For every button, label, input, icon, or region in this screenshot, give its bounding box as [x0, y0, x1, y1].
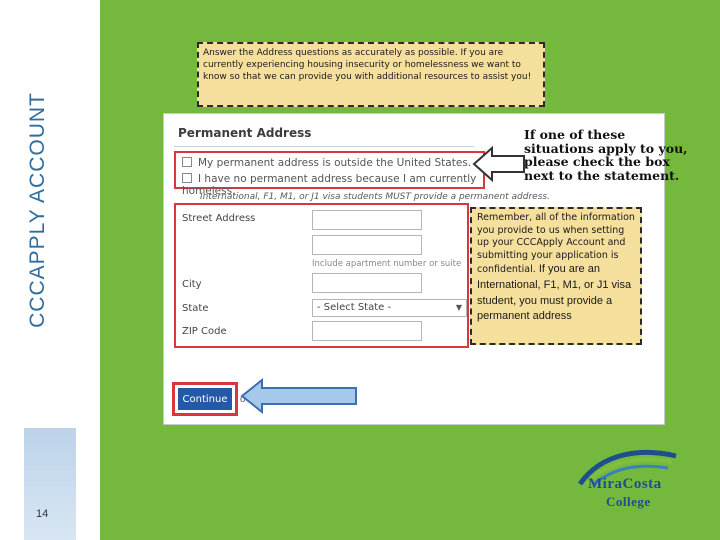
- street-address-hint: Include apartment number or suite: [312, 259, 462, 269]
- note-right-confidential: Remember, all of the information you provide to us when setting up your CCCApply Account and submitting your application is confidential.: [477, 212, 635, 276]
- note-top-text: Answer the Address questions as accurately as possible. If you are currently experiencing housing insecurity or homelessness we want to know so that we can provide you with additional resources to assist you!: [203, 48, 532, 82]
- side-title: [8, 0, 68, 420]
- city-input[interactable]: [312, 273, 422, 293]
- logo-name: MiraCosta: [588, 476, 662, 492]
- checkbox-homeless-label: I have no permanent address because I am currently homeless.: [182, 173, 477, 197]
- arrow-left-blue-icon: [240, 378, 360, 414]
- continue-highlight: [172, 382, 238, 416]
- street-address-input[interactable]: [312, 210, 422, 230]
- continue-button[interactable]: Continue: [178, 388, 232, 410]
- street-address-line2-input[interactable]: [312, 235, 422, 255]
- state-label: State: [182, 303, 209, 314]
- state-select[interactable]: [312, 299, 467, 317]
- side-title-text: CCCAPPLY ACCOUNT: [26, 92, 49, 328]
- college-logo: [572, 448, 682, 528]
- page-number: 14: [36, 508, 49, 520]
- form-title: Permanent Address: [178, 126, 312, 140]
- chevron-down-icon: ▼: [455, 303, 462, 312]
- address-fields-highlight: [174, 203, 469, 348]
- checkbox-row-outside-us[interactable]: [182, 157, 471, 169]
- note-top: [197, 42, 545, 107]
- note-right-visa: If you are an International, F1, M1, or J1 visa student, you must provide a permanent address: [477, 263, 632, 323]
- city-label: City: [182, 279, 202, 290]
- international-note: International, F1, M1, or J1 visa students MUST provide a permanent address.: [200, 192, 550, 202]
- checkbox-homeless[interactable]: [182, 173, 192, 183]
- logo-college: College: [606, 494, 651, 509]
- zip-code-input[interactable]: [312, 321, 422, 341]
- form-title-divider: [174, 146, 474, 147]
- note-right: [470, 207, 642, 345]
- checkbox-callout: If one of these situations apply to you, please check the box next to the statement.: [524, 127, 688, 183]
- state-select-value: - Select State -: [317, 302, 392, 313]
- checkbox-highlight: [174, 151, 485, 197]
- zip-code-label: ZIP Code: [182, 326, 227, 337]
- truncated-text: o: [240, 394, 246, 405]
- checkbox-outside-us-label: My permanent address is outside the United States.: [198, 157, 472, 169]
- side-accent-bar: [24, 428, 76, 540]
- street-address-label: Street Address: [182, 213, 256, 224]
- arrow-left-icon: [472, 146, 526, 182]
- checkbox-outside-us[interactable]: [182, 157, 192, 167]
